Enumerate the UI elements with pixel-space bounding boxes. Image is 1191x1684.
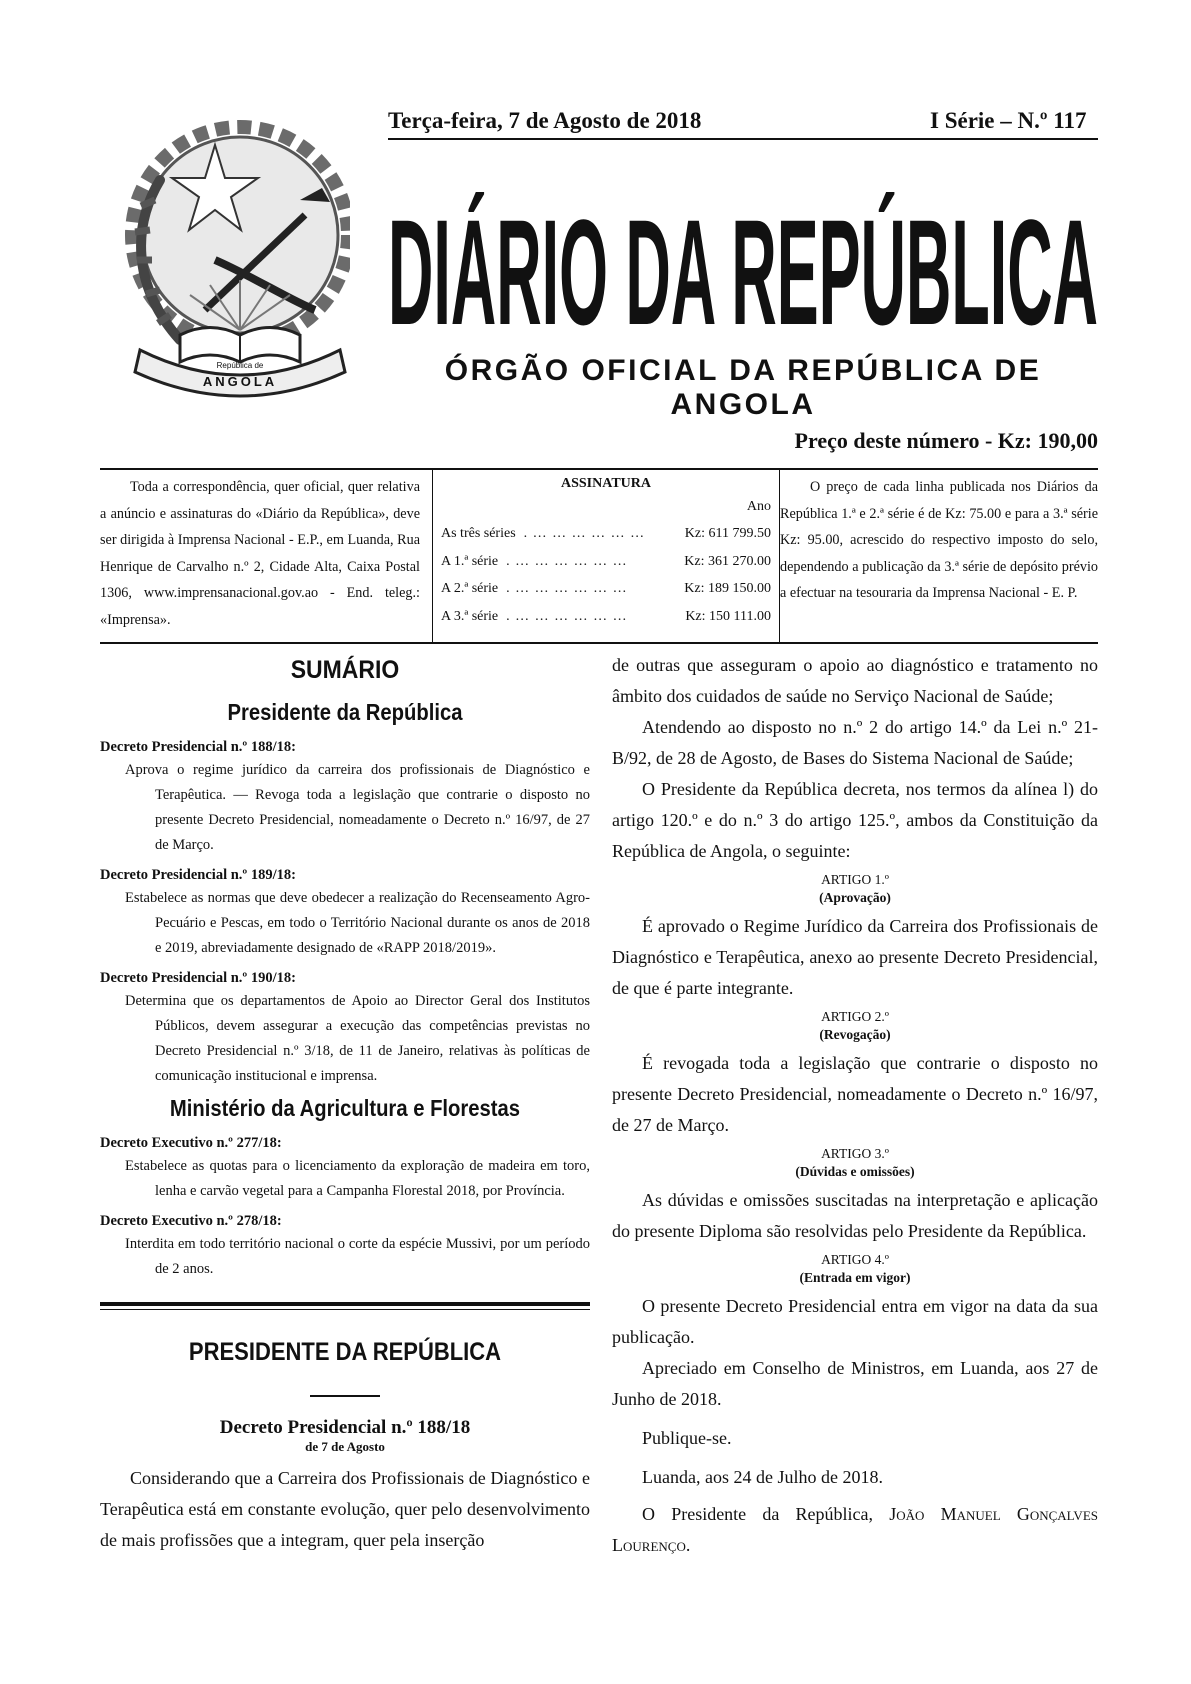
- subscription-row: A 2.ª série . … … … … … … Kz: 189 150.00: [441, 575, 771, 603]
- subscription-row-label: A 2.ª série: [441, 581, 499, 596]
- subscription-year-label: Ano: [746, 499, 771, 514]
- svg-text:República de: República de: [216, 361, 264, 370]
- series-number: I Série – N.º 117: [930, 108, 1087, 133]
- decree-date: de 7 de Agosto: [305, 1439, 385, 1454]
- approval-paragraph: Apreciado em Conselho de Ministros, em Luanda, aos 27 de Junho de 2018.: [612, 1358, 1098, 1409]
- header-rule: [388, 138, 1098, 140]
- article-title: (Revogação): [819, 1027, 891, 1042]
- subscription-row-label: As três séries: [441, 526, 516, 541]
- subscription-row-price: Kz: 361 270.00: [684, 553, 771, 569]
- summary-title: SUMÁRIO: [290, 656, 400, 684]
- signatory-name: João Manuel Gonçalves Lourenço.: [612, 1504, 1098, 1555]
- summary-item-title: Decreto Presidencial n.º 188/18:: [100, 739, 296, 755]
- summary-section-heading: Ministério da Agricultura e Florestas: [169, 1095, 521, 1121]
- subscription-row-label: A 1.ª série: [441, 553, 499, 569]
- summary-item-title: Decreto Executivo n.º 278/18:: [100, 1213, 282, 1229]
- svg-text:ANGOLA: ANGOLA: [202, 374, 278, 389]
- article-text: O presente Decreto Presidencial entra em vigor na data da sua publicação.: [612, 1296, 1098, 1347]
- issue-date: Terça-feira, 7 de Agosto de 2018: [388, 108, 702, 133]
- coat-of-arms-icon: [100, 100, 350, 400]
- continuation-paragraph: de outras que asseguram o apoio ao diagnóstico e tratamento no âmbito dos cuidados de saúde no Serviço Nacional de Saúde;: [612, 655, 1098, 706]
- summary-item-desc: Estabelece as normas que deve obedecer a realização do Recenseamento Agro-Pecuário e Pescas, em todo o Território Nacional durante os anos de 2018 e 2019, abreviadamente designado de «RAPP 2018/2019».: [125, 890, 590, 956]
- summary-item-title: Decreto Presidencial n.º 190/18:: [100, 970, 296, 986]
- signature-paragraph: [612, 1499, 1098, 1561]
- issue-price: Preço deste número - Kz: 190,00: [794, 428, 1098, 453]
- subscription-row-price: Kz: 611 799.50: [684, 526, 771, 541]
- summary-item-desc: Interdita em todo território nacional o corte da espécie Mussivi, por um período de 2 anos.: [125, 1236, 590, 1277]
- subscription-table: [432, 470, 780, 642]
- summary-item-desc: Aprova o regime jurídico da carreira dos profissionais de Diagnóstico e Terapêutica. — Revoga toda a legislação que contrarie o disposto no presente Decreto Presidencial, nomeadamente o Decreto n.º 16/97, de 27 de Março.: [125, 762, 590, 853]
- line-price-note: O preço de cada linha publicada nos Diários da República 1.ª e 2.ª série é de Kz: 75.00 e para a 3.ª série Kz: 95.00, acrescido do respectivo imposto do selo, dependendo a publicação da 3.ª série de depósito prévio a efectuar na tesouraria da Imprensa Nacional - E. P.: [780, 479, 1098, 601]
- masthead-subtitle: ÓRGÃO OFICIAL DA REPÚBLICA DE ANGOLA: [444, 354, 1042, 421]
- article-number: ARTIGO 2.º: [821, 1009, 889, 1024]
- article-text: É aprovado o Regime Jurídico da Carreira dos Profissionais de Diagnóstico e Terapêutica, anexo ao presente Decreto Presidencial, de que é parte integrante.: [612, 916, 1098, 998]
- article-text: As dúvidas e omissões suscitadas na interpretação e aplicação do presente Diploma são resolvidas pelo Presidente da República.: [612, 1190, 1098, 1241]
- place-date-paragraph: Luanda, aos 24 de Julho de 2018.: [642, 1467, 883, 1487]
- summary-item-title: Decreto Presidencial n.º 189/18:: [100, 867, 296, 883]
- decrees-paragraph: O Presidente da República decreta, nos termos da alínea l) do artigo 120.º e do n.º 3 do artigo 125.º, ambos da Constituição da República de Angola, o seguinte:: [612, 779, 1098, 861]
- article-title: (Entrada em vigor): [799, 1270, 911, 1285]
- correspondence-note: Toda a correspondência, quer oficial, quer relativa a anúncio e assinaturas do «Diário da República», deve ser dirigida à Imprensa Nacional - E.P., em Luanda, Rua Henrique de Carvalho n.º 2, Cidade Alta, Caixa Postal 1306, www.imprensanacional.gov.ao - End. teleg.: «Imprensa».: [100, 479, 420, 628]
- summary-item-desc: Determina que os departamentos de Apoio ao Director Geral dos Institutos Públicos, devem assegurar a execução das competências previstas no Decreto Presidencial n.º 3/18, de 11 de Janeiro, relativas às políticas de comunicação institucional e imprensa.: [125, 993, 590, 1084]
- short-rule: [310, 1395, 380, 1397]
- summary-section-heading: Presidente da República: [227, 699, 463, 725]
- info-box: [100, 468, 1098, 644]
- summary-item-title: Decreto Executivo n.º 277/18:: [100, 1135, 282, 1151]
- summary-item-desc: Estabelece as quotas para o licenciamento da exploração de madeira em toro, lenha e carvão vegetal para a Campanha Florestal 2018, por Província.: [125, 1158, 590, 1199]
- decree-title: Decreto Presidencial n.º 188/18: [219, 1417, 471, 1438]
- article-number: ARTIGO 4.º: [821, 1252, 889, 1267]
- article-text: É revogada toda a legislação que contrarie o disposto no presente Decreto Presidencial, nomeadamente o Decreto n.º 16/97, de 27 de Março.: [612, 1053, 1098, 1135]
- intro-paragraph: Considerando que a Carreira dos Profissionais de Diagnóstico e Terapêutica está em constante evolução, quer pelo desenvolvimento de mais profissões que a integram, quer pela inserção: [100, 1468, 590, 1550]
- section-separator: [100, 1302, 590, 1310]
- whereas-paragraph: Atendendo ao disposto no n.º 2 do artigo 14.º da Lei n.º 21-B/92, de 28 de Agosto, de Bases do Sistema Nacional de Saúde;: [612, 717, 1098, 768]
- subscription-row-label: A 3.ª série: [441, 608, 499, 624]
- signature-prefix: O Presidente da República,: [642, 1504, 874, 1524]
- article-title: (Aprovação): [819, 890, 891, 905]
- masthead-title-text: DIÁRIO DA REPÚBLICA: [388, 192, 1098, 342]
- body-section-heading: PRESIDENTE DA REPÚBLICA: [188, 1338, 502, 1366]
- publish-paragraph: Publique-se.: [642, 1428, 732, 1448]
- masthead-title: [388, 192, 1098, 342]
- coat-of-arms-emblem: [100, 100, 350, 400]
- subscription-row-price: Kz: 150 111.00: [685, 608, 771, 624]
- article-number: ARTIGO 1.º: [821, 872, 889, 887]
- subscription-row-price: Kz: 189 150.00: [684, 581, 771, 596]
- article-title: (Dúvidas e omissões): [795, 1164, 915, 1179]
- subscription-row: A 1.ª série . … … … … … … Kz: 361 270.00: [441, 548, 771, 576]
- right-column: [612, 650, 1098, 1561]
- subscription-row: As três séries . … … … … … … Kz: 611 799.50: [441, 520, 771, 548]
- article-number: ARTIGO 3.º: [821, 1146, 889, 1161]
- subscription-title: ASSINATURA: [561, 476, 651, 491]
- left-column: [100, 650, 590, 1556]
- subscription-row: A 3.ª série . … … … … … … Kz: 150 111.00: [441, 603, 771, 631]
